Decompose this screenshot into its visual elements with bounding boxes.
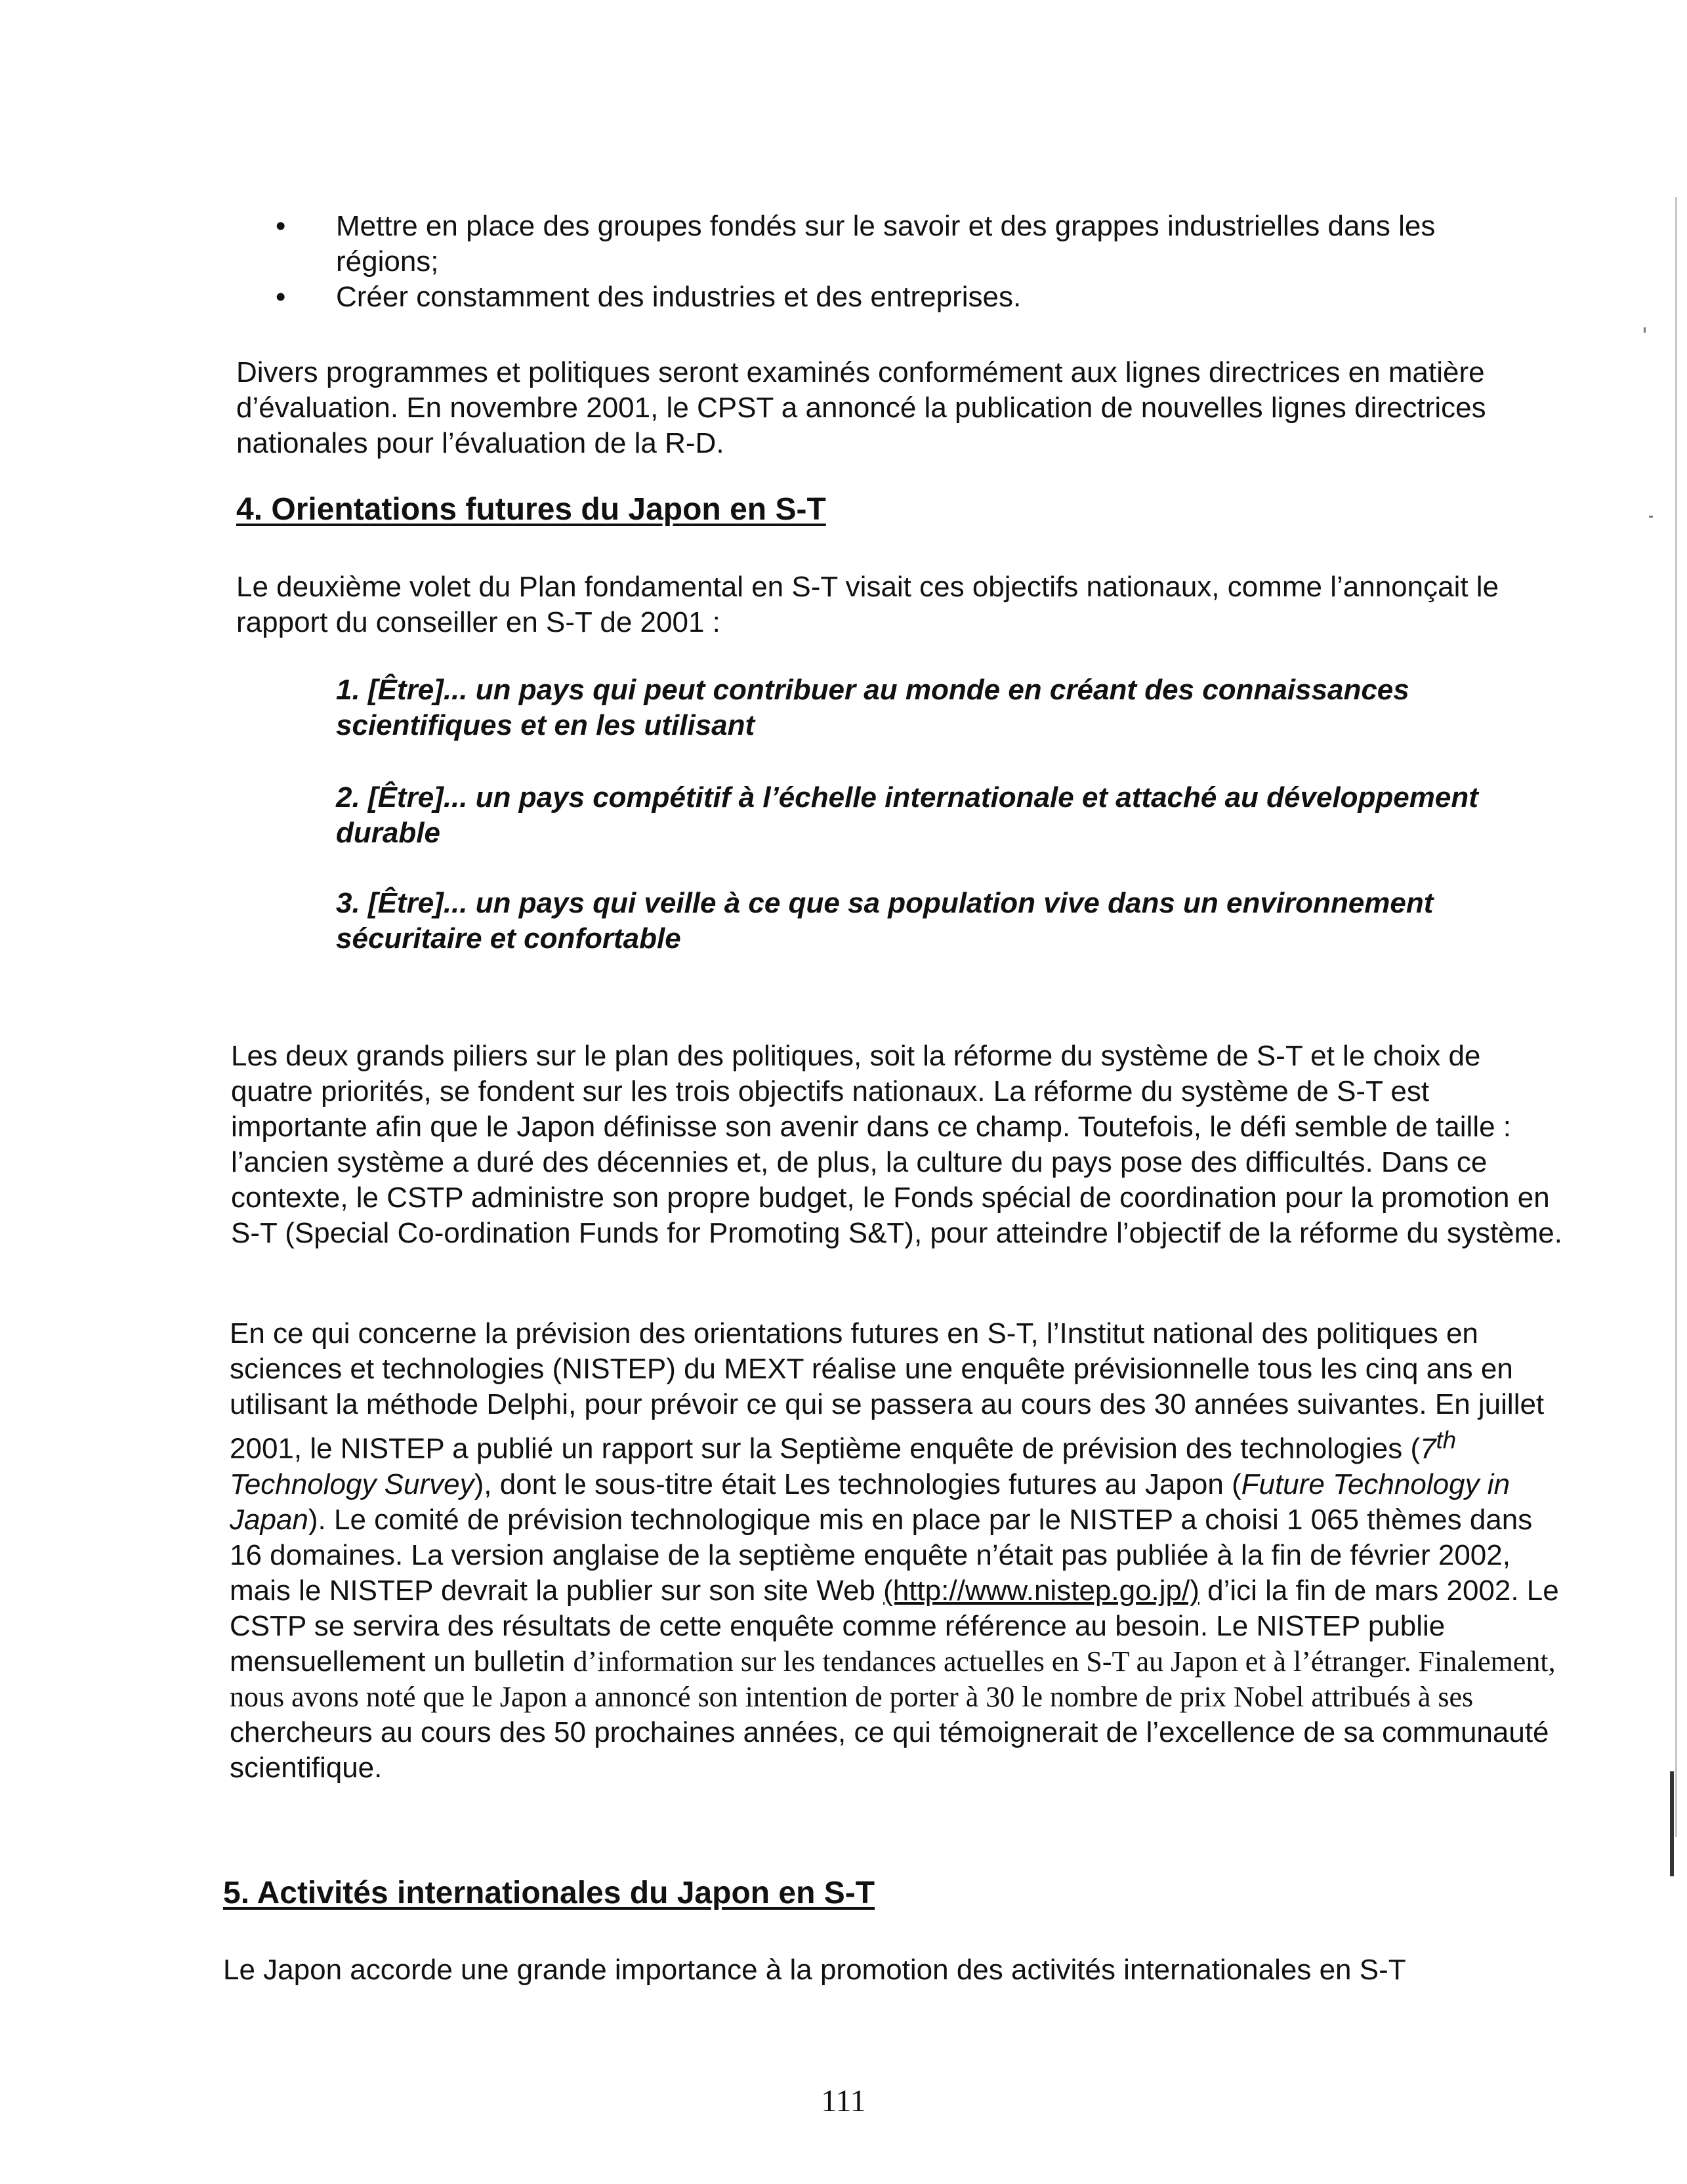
bullet-item: • Créer constamment des industries et des entreprises. [276, 279, 1509, 315]
future-technology-title: Future Technology in Japan [230, 1468, 1510, 1536]
forecast-text: En ce qui concerne la prévision des orientations futures en S-T, l’Institut national des politiques en sciences et technologies (NISTEP) du MEXT réalise une enquête prévisionnelle tous les cinq ans en utilisant la méthode Delphi, pour prévoir ce qui se passera au cours des 30 années suivantes. En juillet 2001, le NISTEP a publié un rapport sur la Septième enquête de prévision des technologies ( [230, 1317, 1545, 1465]
nistep-link[interactable]: (http://www.nistep.go.jp/) [883, 1574, 1199, 1607]
section-4-heading: 4. Orientations futures du Japon en S-T [236, 492, 826, 527]
survey-superscript: th [1436, 1426, 1457, 1453]
section-5-heading: 5. Activités internationales du Japon en S-T [223, 1876, 875, 1910]
national-goal-2: 2. [Être]... un pays compétitif à l’échelle internationale et attaché au développement durable [336, 781, 1478, 849]
scan-speck [1649, 516, 1653, 518]
section-4-intro: Le deuxième volet du Plan fondamental en S-T visait ces objectifs nationaux, comme l’annonçait le rapport du conseiller en S-T de 2001 : [236, 571, 1499, 638]
section-5-intro: Le Japon accorde une grande importance à la promotion des activités internationales en S-T [223, 1954, 1406, 1986]
bullet-list [276, 209, 1509, 315]
forecast-text: chercheurs au cours des 50 prochaines années, ce qui témoignerait de l’excellence de sa communauté scientifique. [230, 1716, 1549, 1784]
national-goal-3: 3. [Être]... un pays qui veille à ce que sa population vive dans un environnement sécuritaire et confortable [336, 887, 1434, 955]
pillars-paragraph: Les deux grands piliers sur le plan des politiques, soit la réforme du système de S-T et le choix de quatre priorités, se fondent sur les trois objectifs nationaux. La réforme du système de S-T est importante afin que le Japon définisse son avenir dans ce champ. Toutefois, le défi semble de taille : l’ancien système a duré des décennies et, de plus, la culture du pays pose des difficultés. Dans ce contexte, le CSTP administre son propre budget, le Fonds spécial de coordination pour la promotion en S-T (Special Co-ordination Funds for Promoting S&T), pour atteindre l’objectif de la réforme du système. [231, 1040, 1562, 1249]
bullet-item: • Mettre en place des groupes fondés sur le savoir et des grappes industrielles dans les régions; [276, 209, 1509, 279]
survey-title: 7th Technology Survey [230, 1426, 1457, 1500]
intro-paragraph: Divers programmes et politiques seront examinés conformément aux lignes directrices en matière d’évaluation. En novembre 2001, le CPST a annoncé la publication de nouvelles lignes directrices nationales pour l’évaluation de la R-D. [236, 356, 1486, 459]
forecast-text: ). Le comité de prévision technologique mis en place par le NISTEP a choisi 1 065 thèmes dans 16 domaines. La version anglaise de la septième enquête n’était pas publiée à la fin de février 2002, mais le NISTEP devrait la publier sur son site Web [230, 1503, 1533, 1607]
national-goal-1: 1. [Être]... un pays qui peut contribuer au monde en créant des connaissances scientifiques et en les utilisant [336, 674, 1409, 741]
scan-edge-mark [1670, 1771, 1674, 1876]
forecast-serif-text: d’information sur les tendances actuelles en S-T au Japon et à l’étranger. Finalement, nous avons noté que le Japon a annoncé son intention de porter à 30 le nombre de prix Nobel attribués à ses [230, 1645, 1556, 1713]
forecast-text: ), dont le sous-titre était Les technologies futures au Japon ( [474, 1468, 1241, 1500]
forecast-paragraph [230, 1316, 1562, 1786]
scan-speck [1644, 327, 1646, 333]
scan-edge-line [1675, 197, 1677, 1837]
page-number: 111 [821, 2084, 866, 2118]
forecast-text: d’ici la fin de mars 2002. Le CSTP se servira des résultats de cette enquête comme référence au besoin. Le NISTEP publie mensuellement un bulletin [230, 1574, 1559, 1678]
